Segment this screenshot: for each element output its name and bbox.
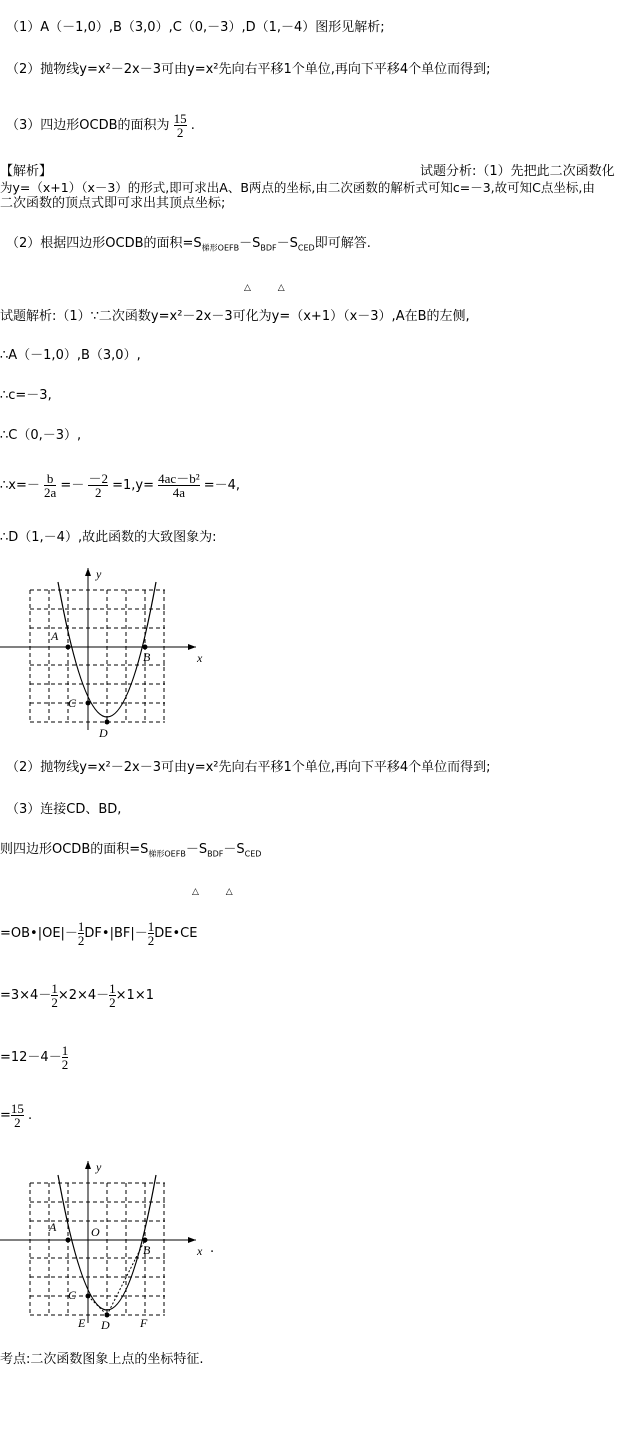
point-B	[143, 645, 148, 650]
analysis-line-2: 为y=（x+1）（x－3）的形式,即可求出A、B两点的坐标,由二次函数的解析式可知c=－3,故可知C点坐标,由	[0, 180, 595, 195]
solution-line-11	[0, 982, 154, 1009]
graph-period: .	[210, 1241, 215, 1256]
label-x: x	[197, 1244, 203, 1258]
y-axis-arrow	[85, 1161, 91, 1169]
area-step-3: =12－4－	[0, 1050, 62, 1065]
x-axis-arrow	[188, 644, 196, 650]
fraction-denominator: 2	[77, 933, 85, 948]
subscript-bdf: BDF	[207, 849, 224, 859]
vertex-y-label: =1,y=	[112, 478, 155, 493]
fraction-denominator: 2	[109, 995, 116, 1010]
answer-3	[6, 112, 195, 139]
subscript-trapezoid: 梯形OEFB	[148, 849, 186, 859]
solution-line-8: （3）连接CD、BD,	[6, 802, 122, 817]
kaodian-line: 考点:二次函数图象上点的坐标特征.	[0, 1352, 204, 1367]
label-D: D	[101, 1318, 110, 1332]
solution-line-5	[0, 472, 240, 499]
fraction-numerator: 1	[61, 1043, 69, 1058]
label-A: A	[49, 1220, 57, 1234]
solution-line-4: ∴C（0,－3）,	[0, 428, 82, 443]
fraction-vertex-y	[158, 472, 199, 499]
answer-3-text: （3）四边形OCDB的面积为	[6, 118, 170, 133]
label-O: O	[91, 1225, 100, 1239]
subscript-ced: CED	[244, 849, 262, 859]
analysis-line-1: 试题分析:（1）先把此二次函数化	[420, 164, 615, 179]
fraction-numerator: 15	[173, 111, 187, 126]
solution-line-2: ∴A（－1,0）,B（3,0）,	[0, 348, 141, 363]
answer-3-fraction	[174, 112, 187, 139]
fraction-denominator: 2	[174, 125, 187, 139]
solution-line-12	[0, 1044, 68, 1071]
area-formula-a: 则四边形OCDB的面积=S	[0, 842, 149, 857]
answer-1: （1）A（－1,0）,B（3,0）,C（0,－3）,D（1,－4）图形见解析;	[6, 20, 385, 35]
parabola-graph-2	[0, 1155, 215, 1335]
fraction-denominator: 4a	[158, 485, 199, 499]
analysis-line-3: 二次函数的顶点式即可求出其顶点坐标;	[0, 196, 226, 211]
fraction-numerator: 4ac－b²	[158, 471, 200, 486]
point-A	[66, 1238, 71, 1243]
answer-3-period: .	[190, 118, 195, 133]
fraction-b-over-2a	[44, 472, 56, 499]
subscript-ced: CED	[297, 243, 315, 253]
point-C	[86, 701, 91, 706]
analysis-line-4-a: （2）根据四边形OCDB的面积=S	[6, 236, 202, 251]
label-F: F	[140, 1316, 148, 1330]
analysis-line-4-b: －S	[239, 236, 261, 251]
label-C: C	[68, 1288, 77, 1302]
area-step-1-c: DE•CE	[154, 926, 198, 941]
solution-line-9	[0, 842, 261, 863]
fraction-half	[62, 1044, 69, 1071]
label-B: B	[143, 1243, 151, 1257]
vertex-x-label: ∴x=－	[0, 478, 40, 493]
y-axis-arrow	[85, 568, 91, 576]
analysis-line-4-d: 即可解答.	[314, 236, 371, 251]
fraction-numerator: 1	[51, 981, 58, 996]
fraction-numerator: b	[46, 471, 54, 486]
label-C: C	[68, 696, 77, 710]
area-step-2-b: ×2×4－	[57, 988, 110, 1003]
fraction-numerator: 1	[109, 981, 116, 996]
analysis-heading: 【解析】	[0, 164, 53, 179]
area-result-period: .	[28, 1108, 33, 1123]
fraction-denominator: 2	[51, 995, 58, 1010]
subscript-bdf: BDF	[260, 243, 277, 253]
solution-line-13	[0, 1102, 32, 1129]
label-B: B	[143, 650, 151, 664]
label-y: y	[96, 567, 102, 581]
point-D	[105, 720, 110, 725]
solution-line-1: 试题解析:（1）∵二次函数y=x²－2x－3可化为y=（x+1）（x－3）,A在B的左侧,	[0, 309, 470, 324]
fraction-denominator: 2	[11, 1115, 24, 1129]
fraction-denominator: 2	[88, 485, 108, 499]
fraction-numerator: 15	[10, 1101, 24, 1116]
label-x: x	[197, 651, 203, 665]
point-A	[66, 645, 71, 650]
point-D	[105, 1313, 110, 1318]
fraction-numerator: 1	[77, 919, 85, 934]
equals-minus: =－	[60, 478, 85, 493]
x-axis-arrow	[188, 1237, 196, 1243]
label-D: D	[99, 726, 108, 740]
analysis-line-4-c: －S	[276, 236, 298, 251]
triangle-marks: △ △	[244, 283, 285, 293]
point-C	[86, 1294, 91, 1299]
fraction-result	[11, 1102, 24, 1129]
area-formula-c: －S	[223, 842, 245, 857]
label-y: y	[96, 1160, 102, 1174]
subscript-trapezoid: 梯形OEFB	[201, 243, 240, 253]
fraction-denominator: 2	[147, 933, 155, 948]
parabola-graph-1	[0, 562, 203, 742]
analysis-line-4	[6, 236, 371, 257]
fraction-numerator: 1	[147, 919, 155, 934]
vertex-y-value: =－4,	[203, 478, 241, 493]
label-E: E	[78, 1316, 86, 1330]
solution-line-3: ∴c=－3,	[0, 388, 52, 403]
fraction-minus2-over-2	[88, 472, 108, 499]
fraction-denominator: 2a	[44, 485, 57, 500]
area-step-1-a: =OB•|OE|－	[0, 926, 78, 941]
area-step-1-b: DF•|BF|－	[84, 926, 148, 941]
fraction-denominator: 2	[61, 1057, 69, 1072]
solution-line-7: （2）抛物线y=x²－2x－3可由y=x²先向右平移1个单位,再向下平移4个单位而得到;	[6, 760, 491, 775]
area-step-2-c: ×1×1	[115, 988, 154, 1003]
area-step-2-a: =3×4－	[0, 988, 52, 1003]
solution-line-10	[0, 920, 197, 947]
label-A: A	[51, 629, 59, 643]
area-result-equals: =	[0, 1108, 11, 1123]
fraction-numerator: －2	[88, 471, 108, 486]
answer-2: （2）抛物线y=x²－2x－3可由y=x²先向右平移1个单位,再向下平移4个单位而得到;	[6, 62, 491, 77]
segment-CD	[88, 1296, 107, 1315]
point-B	[143, 1238, 148, 1243]
area-formula-b: －S	[185, 842, 208, 857]
triangle-marks-2: △ △	[192, 887, 233, 897]
solution-line-6: ∴D（1,－4）,故此函数的大致图象为:	[0, 530, 217, 545]
